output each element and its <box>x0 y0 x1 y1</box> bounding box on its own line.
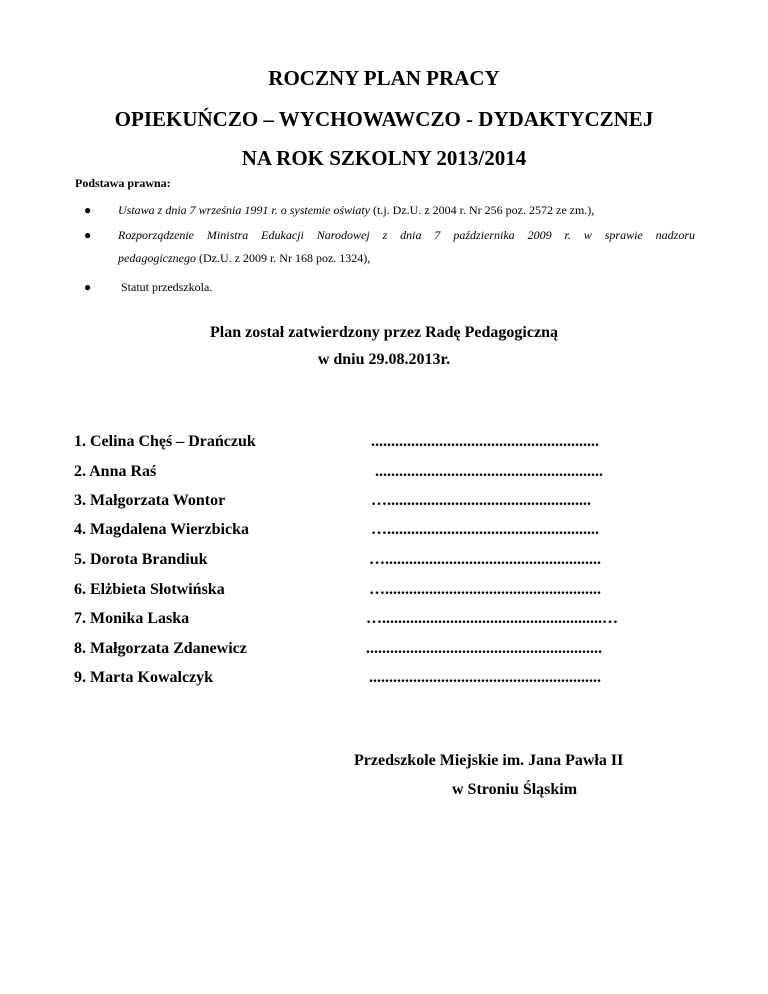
institution-name: Przedszkole Miejskie im. Jana Pawła II <box>354 752 624 769</box>
signature-name: 2. Anna Raś <box>74 463 157 480</box>
signature-line: …...................................................... <box>369 581 601 598</box>
legal-basis-item-3: Statut przedszkola. <box>121 280 213 294</box>
signature-line: …..................................................... <box>371 521 599 538</box>
signature-line: ......................................................... <box>375 463 603 480</box>
signature-name: 7. Monika Laska <box>74 610 190 627</box>
legal-basis-item-1-title: Ustawa z dnia 7 września 1991 r. o systemie oświaty <box>118 203 371 217</box>
document-title-line-1: ROCZNY PLAN PRACY <box>268 66 500 90</box>
bullet-icon: ● <box>84 203 92 217</box>
signature-line: …................................................... <box>371 492 591 509</box>
signature-name: 8. Małgorzata Zdanewicz <box>74 640 247 657</box>
approval-statement: Plan został zatwierdzony przez Radę Pedagogiczną <box>210 324 558 341</box>
legal-basis-item-1 <box>118 203 594 218</box>
signature-name: 6. Elżbieta Słotwińska <box>74 581 225 598</box>
signature-line: …...................................................... <box>369 551 601 568</box>
legal-basis-item-2-title-end: pedagogicznego <box>118 251 196 265</box>
document-title-line-2: OPIEKUŃCZO – WYCHOWAWCZO - DYDAKTYCZNEJ <box>114 107 654 131</box>
signature-name: 1. Celina Chęś – Drańczuk <box>74 433 256 450</box>
document-title-line-3: NA ROK SZKOLNY 2013/2014 <box>241 146 527 170</box>
legal-basis-item-1-ref: (t.j. Dz.U. z 2004 r. Nr 256 poz. 2572 ze zm.), <box>370 203 595 217</box>
signature-name: 9. Marta Kowalczyk <box>74 669 214 686</box>
signature-line: ….......................................................… <box>366 610 618 627</box>
legal-basis-item-2-line-1: Rozporządzenie Ministra Edukacji Narodowej z dnia 7 października 2009 r. w sprawie nadzoru <box>118 228 695 242</box>
approval-date: w dniu 29.08.2013r. <box>317 351 451 368</box>
legal-basis-item-2-line-2 <box>118 251 370 266</box>
institution-location: w Stroniu Śląskim <box>452 781 578 798</box>
legal-basis-heading: Podstawa prawna: <box>75 176 171 190</box>
bullet-icon: ● <box>84 280 92 294</box>
legal-basis-item-2-ref: (Dz.U. z 2009 r. Nr 168 poz. 1324), <box>195 251 371 265</box>
signature-name: 3. Małgorzata Wontor <box>74 492 226 509</box>
signature-line: ........................................................... <box>366 640 602 657</box>
signature-name: 5. Dorota Brandiuk <box>74 551 208 568</box>
bullet-icon: ● <box>84 228 92 242</box>
signature-line: .......................................................... <box>369 669 601 686</box>
signature-line: ......................................................... <box>371 433 599 450</box>
signature-name: 4. Magdalena Wierzbicka <box>74 521 249 538</box>
